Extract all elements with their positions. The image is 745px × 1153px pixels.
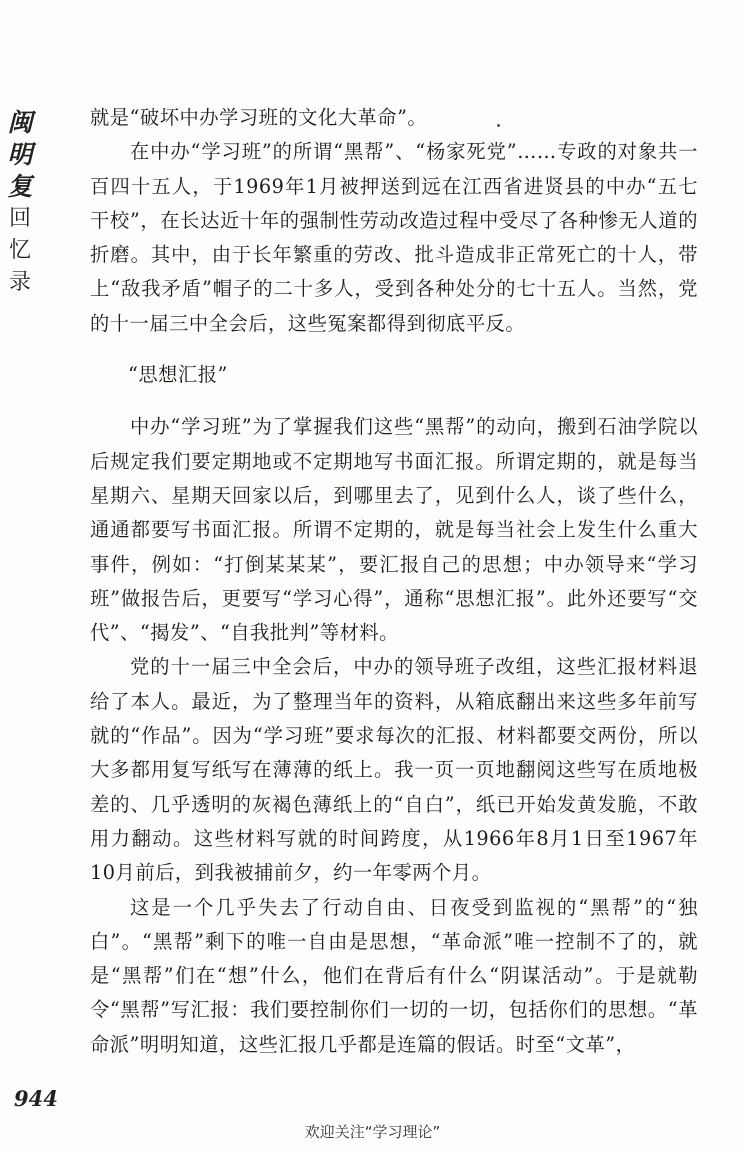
section-heading: “思想汇报” — [128, 363, 228, 387]
footer-note: 欢迎关注“学习理论” — [304, 1123, 441, 1141]
book-title-char: 明 — [7, 140, 33, 169]
paragraph: 中办“学习班”为了掌握我们这些“黑帮”的动向，搬到石油学院以后规定我们要定期地或不定期地写书面汇报。所谓定期的，就是每当星期六、星期天回家以后，到哪里去了，见到什么人，谈了些什么，通通都要写书面汇报。所谓不定期的，就是每当社会上发生什么重大事件，例如：“打倒某某某”，要汇报自己的思想；中办领导来“学习班”做报告后，更要写“学习心得”，通称“思想汇报”。此外还要写“交代”、“揭发”、“自我批判”等材料。 — [90, 415, 698, 645]
paragraph: 在中办“学习班”的所谓“黑帮”、“杨家死党”……专政的对象共一百四十五人，于1969年1月被押送到远在江西省进贤县的中办“五七干校”，在长达近十年的强制性劳动改造过程中受尽了各种惨无人道的折磨。其中，由于长年繁重的劳改、批斗造成非正常死亡的十人，带上“敌我矛盾”帽子的二十多人，受到各种处分的七十五人。当然，党的十一届三中全会后，这些冤案都得到彻底平反。 — [90, 140, 698, 335]
book-title-tab — [3, 110, 37, 302]
paragraph: 党的十一届三中全会后，中办的领导班子改组，这些汇报材料退给了本人。最近，为了整理当年的资料，从箱底翻出来这些多年前写就的“作品”。因为“学习班”要求每次的汇报、材料都要交两份，所以大多都用复写纸写在薄薄的纸上。我一页一页地翻阅这些写在质地极差的、几乎透明的灰褐色薄纸上的“自白”，纸已开始发黄发脆，不敢用力翻动。这些材料写就的时间跨度，从1966年8月1日至1967年10月前后，到我被捕前夕，约一年零两个月。 — [90, 655, 698, 885]
paragraph: 就是“破坏中办学习班的文化大革命”。 — [90, 106, 428, 129]
paragraph: 这是一个几乎失去了行动自由、日夜受到监视的“黑帮”的“独白”。“黑帮”剩下的唯一自由是思想，“革命派”唯一控制不了的，就是“黑帮”们在“想”什么，他们在背后有什么“阴谋活动”。于是就勒令“黑帮”写汇报：我们要控制你们一切的一切，包括你们的思想。“革命派”明明知道，这些汇报几乎都是连篇的假话。时至“文革”， — [90, 895, 698, 1056]
book-title-char: 复 — [7, 172, 33, 201]
book-title-char: 回 — [8, 206, 31, 231]
book-title-char: 录 — [8, 270, 31, 295]
body-text — [90, 101, 698, 1062]
book-title-char: 忆 — [8, 238, 31, 263]
page-number: 944 — [14, 1086, 58, 1111]
book-title-char: 闽 — [7, 108, 33, 137]
